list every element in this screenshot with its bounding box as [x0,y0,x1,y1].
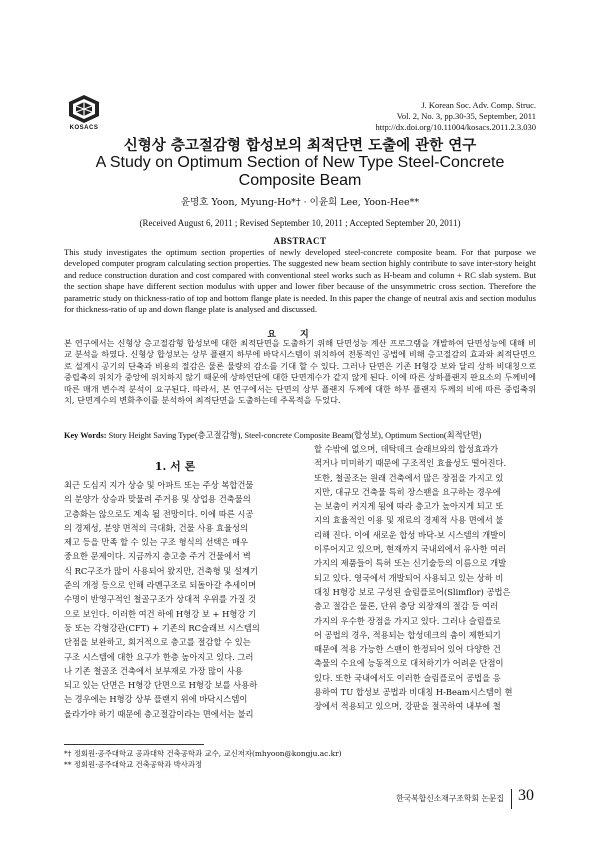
body-text-line: 수명이 반영구적인 철골구조가 상대적 우위를 가질 것 [64,594,257,605]
body-text-line: 적거나 미미하기 때문에 구조적인 효율성도 떨어진다. [314,458,507,469]
body-text-line: 고층화는 않으로도 계속 될 전망이다. 이에 따른 시공 [64,508,254,519]
body-text-line: 가지의 우수한 장점을 가지고 있다. 그러나 슬림플로 [314,615,501,626]
body-text-line: 제고 등을 만족 할 수 있는 구조 형식의 선택은 매우 [64,537,249,548]
body-text-line: 어 공법의 경우, 적용되는 합성데크의 춤이 제한되기 [314,629,501,640]
title-korean: 신형상 층고절감형 합성보의 최적단면 도출에 관한 연구 [123,137,477,154]
title-english-line2: Composite Beam [238,172,362,189]
body-text-line: 지만, 대규모 건축물 특히 장스팬을 요구하는 경우에 [314,486,501,497]
body-text-line: 둥 또는 각형강관(CFT) + 기존의 RC슬래브 시스템의 [64,622,260,633]
body-text-line: 구조 시스템에 대한 요구가 한층 높아지고 있다. 그러 [64,651,254,662]
body-text-line: 나 기존 철골조 건축에서 보부재로 가장 많이 사용 [64,665,243,676]
journal-volume: Vol. 2, No. 3, pp.30-35, September, 2011 [396,111,536,121]
footnote-divider [64,744,204,745]
journal-logo [66,94,102,131]
page-number: 30 [518,787,534,804]
body-text-line: 용하여 TU 합성보 공법과 비대칭 H-Beam시스템이 현 [314,687,513,698]
korean-abstract-heading: 요지 [267,330,333,340]
footer-divider [511,789,512,809]
body-text-line: 올라가야 하기 때문에 층고절감이라는 면에서는 불리 [64,708,254,719]
body-text-line: 이루어지고 있으며, 현재까지 국내외에서 유사한 여러 [314,544,507,555]
body-column-right [314,442,536,714]
body-column-left [64,478,286,721]
footnote-corresponding-author: *† 정회원·공주대학교 공과대학 건축공학과 교수, 교신저자(mhyoon@kongju.ac.kr) [64,749,342,758]
abstract-body: This study investigates the optimum section properties of newly developed steel-concrete composite beam. For that purpose we developed computer program calculating section properties. The suggested new beam section highly contribute to save inter-story height and reduce construction duration and cost compared with conventional steel works such as H-beam and column + RC slab system. But the section shape have different section modulus with upper and lower fiber because of the unsymmetric cross section. Therefore the parametric study on thickness-ratio of top and bottom flange plate is needed. In this paper the change of neutral axis and section modulus for thickness-ratio of up and down flange plate is analysed and discussed. [64,247,536,315]
body-text-line: 지의 효율적인 이용 및 재료의 경제적 사용 면에서 불 [314,515,504,526]
keywords-text: Story Height Saving Type(층고절감형), Steel-concrete Composite Beam(합성보), Optimum Section(최적단면) [108,431,482,440]
body-text-line: 는 보춤이 커지게 됨에 따라 층고가 높아지게 되고 또 [314,501,504,512]
body-text-line: 할 수밖에 없으며, 데탁데크 슬래브와의 합성효과가 [314,444,499,454]
keywords-label: Key Words: [64,431,107,440]
body-text-line: 층고 절감은 물론, 단위 층당 외장재의 절감 등 여러 [314,601,499,612]
title-english-line1: A Study on Optimum Section of New Type Steel-Concrete [95,154,505,171]
body-text-line: 리해 진다. 이에 새로운 합성 바닥-보 시스템의 개발이 [314,529,507,540]
kosacs-logo-icon [66,94,102,124]
body-text-line: 식 RC구조가 많이 사용되어 왔지만, 건축형 및 설계기 [64,565,258,576]
keywords [64,430,536,441]
body-text-line: 되고 있는 단면은 H형강 단면으로 H형강 보를 사용하 [64,680,258,691]
journal-doi[interactable]: http://dx.doi.org/10.11004/kosacs.2011.2.3.030 [375,122,536,132]
footer-journal: 한국복합신소재구조학회 논문집 [396,794,504,803]
footnote-second-author: ** 정회원·공주대학교 건축공학과 박사과정 [64,760,203,769]
body-text-line: 대칭 H형강 보로 구성된 슬림플로어(Slimflor) 공법은 [314,586,511,597]
body-text-line: 의 경제성, 분양 면적의 극대화, 건물 사용 효율성의 [64,522,249,533]
body-text-line: 단점을 보완하고, 회거적으로 층고를 절감할 수 있는 [64,637,251,648]
korean-abstract-body: 본 연구에서는 신형상 층고절감형 합성보에 대한 최적단면을 도출하기 위해 단면성능 계산 프로그램을 개발하여 단면성능에 대해 비교 분석을 하였다. 신형상 합성보는 상부 플랜지 하부에 바닥시스템이 위치하여 전통적인 공법에 비해 층고절감의 효과와 최적단면으로 설계시 공기의 단축과 비용의 절감은 물론 물량의 감소를 기대 할 수 있다. 그러나 단면은 기존 H형강 보와 달리 상하 비대칭으로 중립축의 위치가 중앙에 위치하지 않기 때문에 상하연단에 대한 단면계수가 같지 않게 된다. 이에 따른 상하플랜지 판요소의 두께비에 따른 매개 변수적 분석이 요구된다. 따라서, 본 연구에서는 단면의 상부 플랜지 두께에 대한 하부 플랜지 두께의 비에 따른 중립축위치, 단면계수의 변화추이를 분석하여 최적단면을 도출하는데 주목적을 두었다. [64,338,536,406]
body-text-line: 의 분양가 상승과 맞물려 주거용 및 상업용 건축물의 [64,494,251,505]
body-text-line: 되고 있다. 영국에서 개발되어 사용되고 있는 상하 비 [314,572,504,583]
body-text-line: 최근 도심지 지가 상승 및 아파트 또는 주상 복합건물 [64,480,254,490]
body-text-line: 는 경우에는 H형강 상부 플랜지 위에 바닥시스템이 [64,694,248,705]
body-text-line: 있다. 또한 국내에서도 이러한 슬림플로어 공법을 응 [314,672,501,683]
body-text-line: 으로 보인다. 이러한 여건 하에 H형강 보 + H형강 기 [64,608,257,619]
logo-text: KOSACS [69,125,99,131]
body-text-line: 때문에 적용 가능한 스팬이 한정되어 있어 다양한 건 [314,644,501,655]
journal-name: J. Korean Soc. Adv. Comp. Struc. [421,100,536,110]
body-text-line: 가지의 제품들이 특허 또는 신기술등의 이름으로 개발 [314,558,507,569]
authors: 윤명호 Yoon, Myung-Ho*† · 이윤희 Lee, Yoon-Hee** [180,197,420,208]
body-text-line: 준의 개정 등으로 인해 라멘구조로 되돌아갈 추세이며 [64,580,257,591]
body-text-line: 장에서 적용되고 있으며, 강판을 절곡하여 내부에 철 [314,701,501,712]
received-dates: (Received August 6, 2011 ; Revised September 10, 2011 ; Accepted September 20, 2011) [139,218,461,228]
body-text-line: 중요한 문제이다. 지금까지 층고층 주거 건물에서 벽 [64,551,251,562]
body-text-line: 또한, 철골조는 원래 건축에서 많은 장점을 가지고 있 [314,472,504,483]
abstract-heading: ABSTRACT [273,236,327,246]
body-text-line: 축물의 수요에 능동적으로 대처하기가 어려운 단점이 [314,658,504,669]
section-heading: 1. 서 론 [154,460,196,473]
